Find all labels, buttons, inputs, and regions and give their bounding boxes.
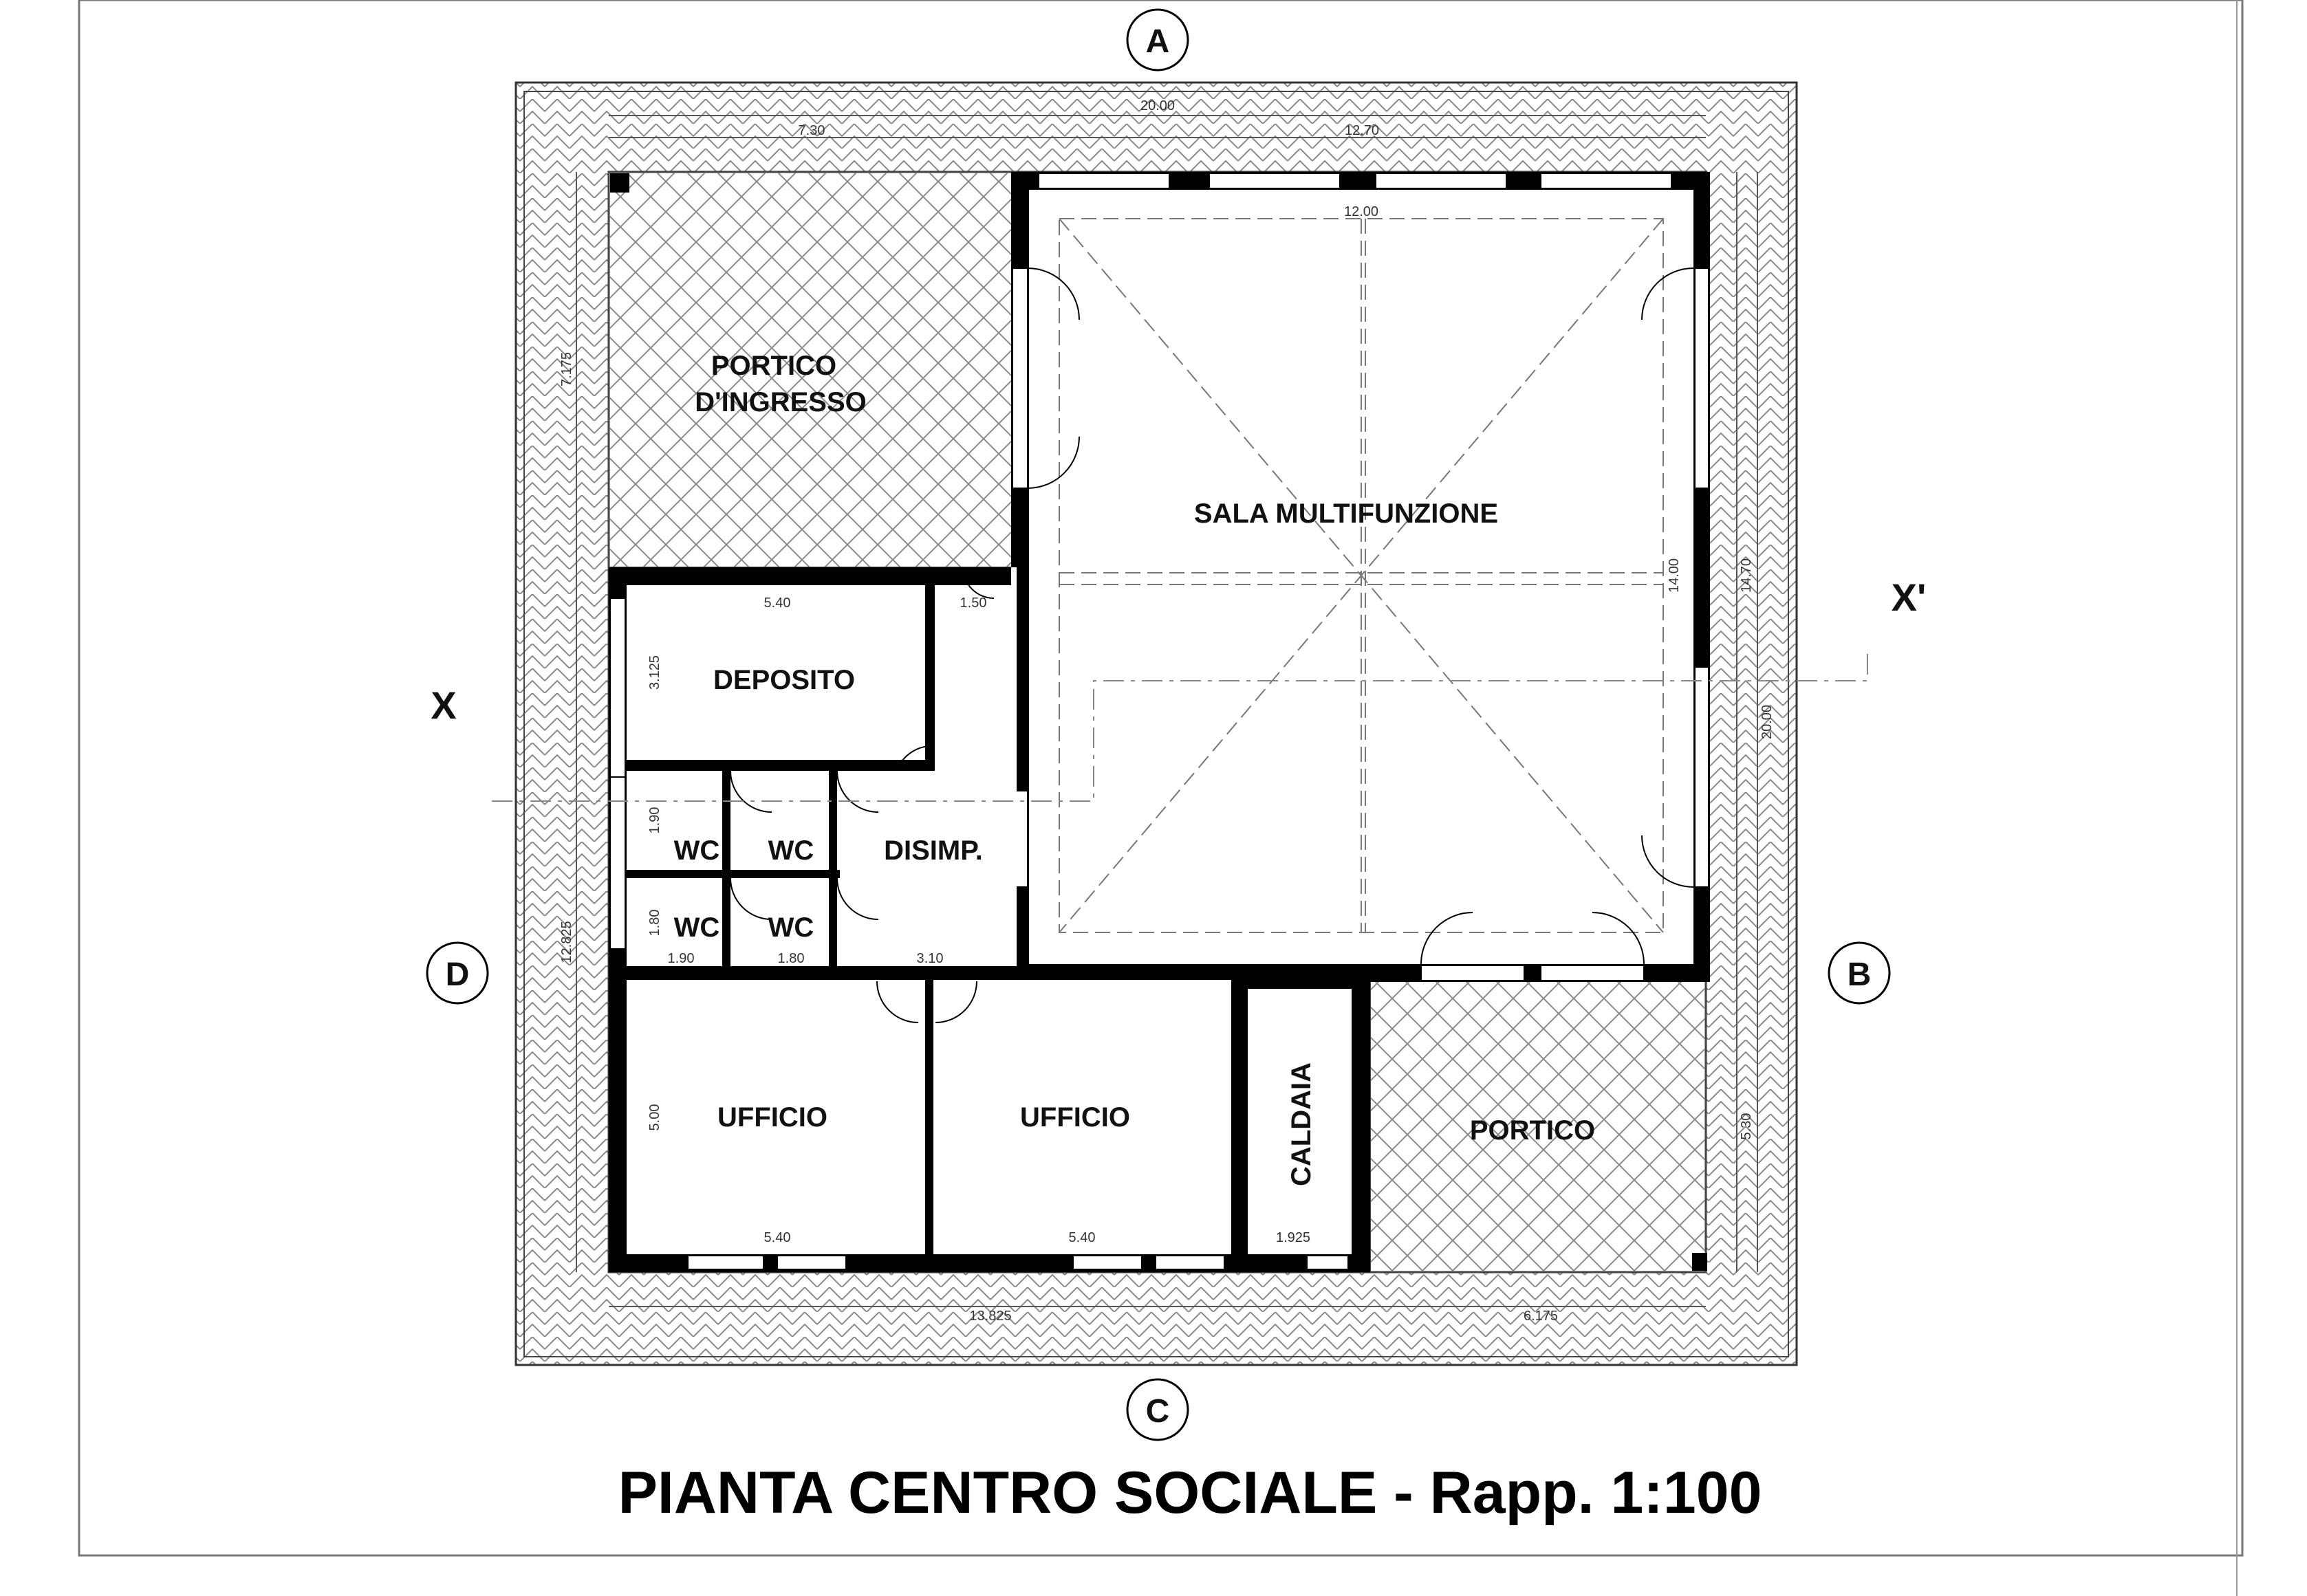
dim-disimp-bottom: 3.10 [916,951,944,966]
dim-wc-depth-2: 1.80 [647,909,662,937]
drawing-title: PIANTA CENTRO SOCIALE - Rapp. 1:100 [618,1460,1762,1526]
room-label-sala-multifunzione: SALA MULTIFUNZIONE [1193,499,1499,529]
sala-multifunzione [1011,172,1710,982]
room-label-caldaia: CALDAIA [1286,1062,1317,1186]
dim-ufficio-1-width: 5.40 [763,1230,791,1245]
room-label-wc: WC [768,835,814,866]
dim-ufficio-depth: 5.00 [647,1104,662,1131]
dim-left-lower: 12.825 [559,921,574,963]
axis-label-b: B [1847,956,1872,993]
axis-label-c: C [1145,1393,1170,1430]
dim-wc-depth-1: 1.90 [647,807,662,834]
dim-caldaia-width: 1.925 [1275,1230,1311,1245]
dim-top-total: 20.00 [1140,98,1176,113]
section-marker-x-prime: X' [1891,576,1927,619]
dim-bottom-right: 6.175 [1523,1309,1559,1324]
room-label-ufficio: UFFICIO [1020,1102,1130,1133]
section-marker-x: X [431,684,457,727]
room-label-deposito: DEPOSITO [713,665,855,695]
axis-label-a: A [1145,23,1170,60]
dim-disimp-width: 1.50 [960,595,987,611]
dim-right-total: 20.00 [1759,704,1775,740]
portico-column [1692,1253,1707,1271]
room-label-ufficio: UFFICIO [717,1102,827,1133]
dim-right-lower: 5.30 [1739,1113,1754,1140]
dim-bottom-left: 13.825 [969,1309,1012,1324]
dim-deposito-width: 5.40 [763,595,791,611]
portico-column [610,173,629,193]
dim-sala-width: 12.00 [1343,204,1379,219]
dim-left-upper: 7.175 [559,351,574,387]
dim-deposito-depth: 3.125 [647,655,662,690]
room-label-wc: WC [768,912,814,943]
dim-right-upper: 14.70 [1739,558,1754,593]
room-label-disimpegno: DISIMP. [884,835,983,866]
room-label-portico-ingresso-2: D'INGRESSO [695,387,867,417]
room-label-wc: WC [673,835,720,866]
dim-sala-depth: 14.00 [1667,558,1682,593]
axis-label-d: D [445,956,470,993]
dim-wc-width-1: 1.90 [667,951,695,966]
room-label-wc: WC [673,912,720,943]
dim-top-right: 12.70 [1344,123,1380,138]
dim-wc-width-2: 1.80 [777,951,805,966]
room-label-portico: PORTICO [1469,1115,1596,1146]
dim-top-left: 7.30 [798,123,825,138]
dim-ufficio-2-width: 5.40 [1068,1230,1096,1245]
room-label-portico-ingresso: PORTICO [711,351,837,381]
